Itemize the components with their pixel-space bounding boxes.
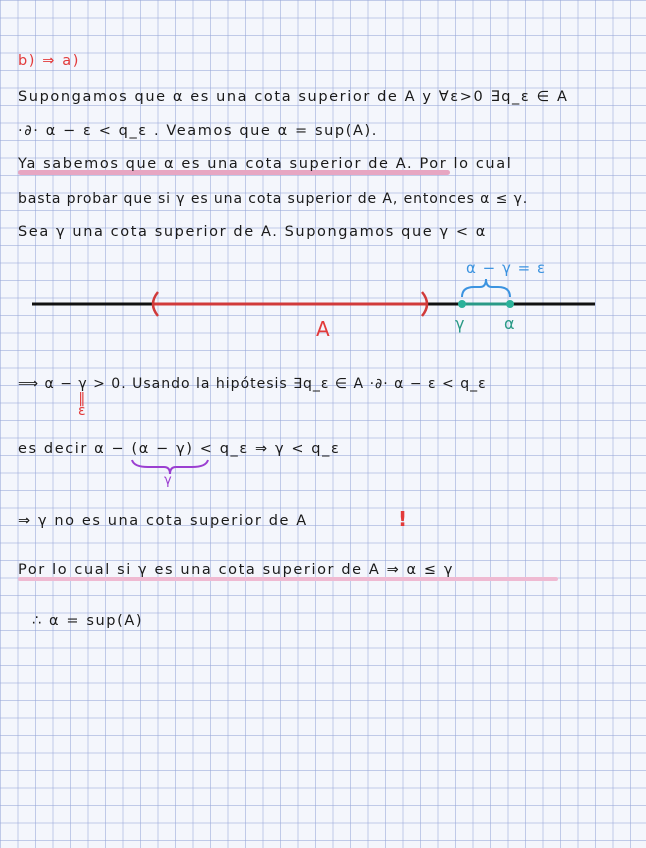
alpha-point — [506, 300, 514, 308]
contradiction-mark: ! — [398, 507, 408, 531]
gamma-label: γ — [455, 314, 465, 333]
note-line-8: ⇒ γ no es una cota superior de A — [18, 513, 308, 529]
note-line-2: ·∂· α − ε < q_ε . Veamos que α = sup(A). — [18, 123, 378, 139]
number-line-figure — [0, 255, 646, 365]
difference-label: α − γ = ε — [466, 259, 547, 277]
note-line-6: ⟹ α − γ > 0. Usando la hipótesis ∃q_ε ∈ A ·∂· α − ε < q_ε — [18, 376, 487, 392]
note-line-9: Por lo cual si γ es una cota superior de A ⇒ α ≤ γ — [18, 562, 455, 578]
note-line-5: Sea γ una cota superior de A. Supongamos que γ < α — [18, 224, 487, 240]
note-line-7: es decir α − (α − γ) < q_ε ⇒ γ < q_ε — [18, 441, 341, 457]
gamma-point — [458, 300, 466, 308]
epsilon-annotation: ‖ ε — [78, 391, 86, 419]
note-line-4: basta probar que si γ es una cota superior de A, entonces α ≤ γ. — [18, 191, 529, 207]
alpha-label: α — [504, 314, 515, 333]
section-heading: b) ⇒ a) — [18, 53, 80, 69]
set-a-label: A — [316, 317, 330, 341]
note-line-3: Ya sabemos que α es una cota superior de A. Por lo cual — [18, 156, 513, 172]
difference-brace — [462, 279, 510, 297]
conclusion-line: ∴ α = sup(A) — [32, 613, 144, 629]
under-brace-label: γ — [164, 473, 172, 488]
epsilon-mark: ε — [78, 403, 86, 419]
note-line-1: Supongamos que α es una cota superior de A y ∀ε>0 ∃q_ε ∈ A — [18, 89, 569, 105]
